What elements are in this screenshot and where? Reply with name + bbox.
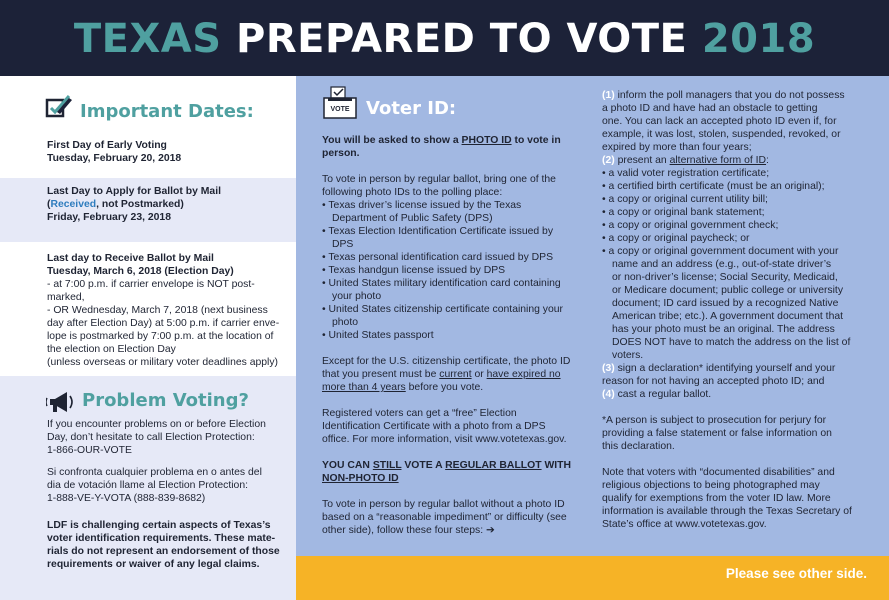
- list-item: • Texas personal identification card issued by DPS: [322, 252, 554, 263]
- problem-en-text: [47, 418, 266, 457]
- title-texas: TEXAS: [73, 16, 222, 62]
- receive-date: Tuesday, March 6, 2018 (Election Day): [47, 266, 234, 277]
- step-text: example, it was lost, stolen, suspended, revoked, or: [602, 129, 841, 140]
- list-item-text: Department of Public Safety (DPS): [332, 213, 493, 224]
- exemption-note-line: qualify for exemptions from the voter ID law. More: [602, 493, 831, 504]
- alternative-id-list: [602, 167, 874, 362]
- ldf-line: rials do not represent an endorsement of those: [47, 546, 280, 557]
- still-regular: REGULAR BALLOT: [445, 460, 542, 471]
- receive-line: - at 7:00 p.m. if carrier envelope is NOT post-: [47, 279, 255, 290]
- step-number: (4): [602, 389, 615, 400]
- apply-label: Last Day to Apply for Ballot by Mail: [47, 186, 221, 197]
- except-line: [322, 368, 584, 381]
- left-column: [0, 76, 296, 600]
- list-item: • a copy or original government check;: [602, 220, 779, 231]
- exemption-note-line: religious objections to being photographed may: [602, 480, 820, 491]
- perjury-note-line: *A person is subject to prosecution for perjury for: [602, 415, 827, 426]
- title-year: 2018: [701, 16, 816, 62]
- except-or: or: [471, 369, 487, 380]
- ldf-disclaimer: [47, 519, 280, 571]
- header-banner: [0, 0, 889, 76]
- problem-voting-block: [0, 376, 296, 600]
- receive-line: marked,: [47, 292, 85, 303]
- list-item: • Texas driver’s license issued by the Texas Department of Public Safety (DPS): [322, 200, 522, 224]
- checkbox-pencil-icon: [45, 94, 73, 127]
- receive-label: Last day to Receive Ballot by Mail: [47, 253, 214, 264]
- title-main: PREPARED TO VOTE: [236, 16, 688, 62]
- step-text: one. You can lack an accepted photo ID even if, for: [602, 116, 837, 127]
- list-item-text: Texas driver’s license issued by the Texas: [328, 200, 522, 211]
- receive-line: (unless overseas or military voter deadlines apply): [47, 357, 279, 368]
- list-intro-line: following photo IDs to the polling place:: [322, 187, 503, 198]
- photo-id-list: [322, 199, 584, 342]
- alternative-id-link-text: alternative form of ID: [669, 155, 767, 166]
- still-nonphoto: NON-PHOTO ID: [322, 473, 399, 484]
- free-id-line: office. For more information, visit www.votetexas.gov.: [322, 434, 567, 445]
- apply-date: Friday, February 23, 2018: [47, 212, 171, 223]
- step-text: :: [766, 155, 769, 166]
- list-item-text: has your photo must be an original. The address: [612, 324, 835, 335]
- still-b: VOTE A: [401, 460, 446, 471]
- steps-intro-line: To vote in person by regular ballot without a photo ID: [322, 499, 565, 510]
- list-item-text: a copy or original government document with your: [608, 246, 839, 257]
- list-item: • a copy or original government document with your name and an address (e.g., out-of-state driver’s or non-driver’s license; Social Security, Medicaid, or Medicare document; public college or university document; ID card issued by a recognized Native American tribe; etc.). A government document that has your photo must be an original. The address DOES NOT have to match the address on the list of voters.: [602, 246, 851, 361]
- exemption-note-line: State’s office at www.votetexas.gov.: [602, 519, 767, 530]
- see-other-side-text: Please see other side.: [725, 566, 867, 581]
- still-a: YOU CAN: [322, 460, 373, 471]
- list-item-text: Texas personal identification card issued by DPS: [328, 252, 554, 263]
- steps-intro-line: other side), follow these four steps: ➔: [322, 525, 495, 536]
- list-item-text: name and an address (e.g., out-of-state driver’s: [612, 259, 832, 270]
- list-item-text: United States military identification card containing: [328, 278, 561, 289]
- except-expired: have expired no: [486, 369, 561, 380]
- receive-line: day after Election Day) at 5:00 p.m. if carrier enve-: [47, 318, 280, 329]
- step-text: cast a regular ballot.: [614, 389, 712, 400]
- still-still: STILL: [372, 460, 402, 471]
- step-text: sign a declaration* identifying yourself and your: [614, 363, 836, 374]
- list-item: • Texas handgun license issued by DPS: [322, 265, 506, 276]
- list-item-text: document; ID card issued by a recognized Native: [612, 298, 839, 309]
- list-item-text: a copy or original current utility bill;: [608, 194, 768, 205]
- step-number: (1): [602, 90, 615, 101]
- early-voting-label: First Day of Early Voting: [47, 140, 167, 151]
- problem-es-line: dia de votación llame al Election Protection:: [47, 480, 248, 491]
- early-voting-block: [0, 136, 296, 176]
- list-intro-line: To vote in person by regular ballot, bring one of the: [322, 174, 556, 185]
- intro-b: to vote in: [511, 135, 561, 146]
- list-item-text: or non-driver’s license; Social Security, Medicaid,: [612, 272, 838, 283]
- step-text: a photo ID and have had an obstacle to getting: [602, 103, 818, 114]
- ldf-line: voter identification requirements. These mate-: [47, 533, 276, 544]
- perjury-note-line: this declaration.: [602, 441, 675, 452]
- problem-en-line: Day, don’t hesitate to call Election Protection:: [47, 432, 255, 443]
- steps-intro-line: based on a “reasonable impediment” or difficulty (see: [322, 512, 567, 523]
- step-4: [602, 388, 874, 401]
- ballot-box-icon: [322, 86, 358, 125]
- list-item: • Texas Election Identification Certificate issued by DPS: [322, 226, 554, 250]
- list-item-text: United States citizenship certificate containing your: [328, 304, 564, 315]
- problem-en-line: If you encounter problems on or before Election: [47, 419, 266, 430]
- exemption-note-line: information is available through the Texas Secretary of: [602, 506, 852, 517]
- except-current: current: [439, 369, 472, 380]
- except-c: before you vote.: [405, 382, 484, 393]
- apply-paren-open: (: [47, 199, 51, 210]
- voter-id-title: Voter ID:: [366, 98, 457, 119]
- except-line: [322, 381, 584, 394]
- ballot-icon-label: VOTE: [330, 106, 350, 113]
- early-voting-date: Tuesday, February 20, 2018: [47, 153, 182, 164]
- step-text: present an: [614, 155, 670, 166]
- voter-id-column: [322, 134, 584, 537]
- list-item: • a valid voter registration certificate;: [602, 168, 770, 179]
- step-1: [602, 89, 874, 102]
- list-item-text: a copy or original government check;: [608, 220, 779, 231]
- list-item-text: Texas Election Identification Certificate issued by: [328, 226, 554, 237]
- step-number: (2): [602, 155, 615, 166]
- perjury-note-line: providing a false statement or false information on: [602, 428, 832, 439]
- step-text: reason for not having an accepted photo ID; and: [602, 376, 825, 387]
- receive-line: the election on Election Day: [47, 344, 176, 355]
- list-item: • United States passport: [322, 330, 434, 341]
- problem-voting-title: Problem Voting?: [82, 390, 249, 411]
- free-id-line: Registered voters can get a “free” Election: [322, 408, 517, 419]
- still-vote-heading: [322, 459, 584, 472]
- list-item-text: a certified birth certificate (must be an original);: [608, 181, 825, 192]
- list-item-text: DOES NOT have to match the address on the list of: [612, 337, 851, 348]
- ldf-line: requirements or waiver of any legal claims.: [47, 559, 260, 570]
- page-title: [0, 0, 889, 78]
- ldf-line: LDF is challenging certain aspects of Texas’s: [47, 520, 271, 531]
- footer-bar: [296, 556, 889, 600]
- list-item: • a certified birth certificate (must be an original);: [602, 181, 825, 192]
- free-id-line: Identification Certificate with a photo from a DPS: [322, 421, 546, 432]
- except-line: Except for the U.S. citizenship certificate, the photo ID: [322, 356, 571, 367]
- problem-es-text: [47, 466, 262, 505]
- list-item: • United States citizenship certificate containing your photo: [322, 304, 564, 328]
- still-c: WITH: [541, 460, 572, 471]
- photo-id-intro: [322, 134, 584, 147]
- election-protection-phone-es: 1-888-VE-Y-VOTA (888-839-8682): [47, 493, 206, 504]
- important-dates-title: Important Dates:: [80, 101, 254, 122]
- intro-a: You will be asked to show a: [322, 135, 462, 146]
- list-item-text: United States passport: [328, 330, 434, 341]
- list-item: • United States military identification card containing your photo: [322, 278, 561, 302]
- list-item: • a copy or original paycheck; or: [602, 233, 750, 244]
- list-item-text: Texas handgun license issued by DPS: [328, 265, 506, 276]
- list-item-text: or Medicare document; public college or university: [612, 285, 844, 296]
- intro-c: person.: [322, 148, 360, 159]
- receive-line: - OR Wednesday, March 7, 2018 (next business: [47, 305, 268, 316]
- steps-column: [602, 89, 874, 531]
- list-item-text: photo: [332, 317, 359, 328]
- except-expired: more than 4 years: [322, 382, 406, 393]
- list-item: • a copy or original bank statement;: [602, 207, 765, 218]
- list-item-text: American tribe; etc.). A government document that: [612, 311, 844, 322]
- list-item-text: DPS: [332, 239, 354, 250]
- step-text: inform the poll managers that you do not possess: [614, 90, 845, 101]
- except-b: that you present must be: [322, 369, 440, 380]
- problem-es-line: Si confronta cualquier problema en o antes del: [47, 467, 262, 478]
- list-item-text: a copy or original bank statement;: [608, 207, 765, 218]
- list-item-text: a copy or original paycheck; or: [608, 233, 750, 244]
- apply-paren-rest: , not Postmarked): [96, 199, 184, 210]
- megaphone-icon: [46, 390, 76, 418]
- step-2: [602, 154, 874, 167]
- step-3: [602, 362, 874, 375]
- step-number: (3): [602, 363, 615, 374]
- list-item-text: your photo: [332, 291, 382, 302]
- list-item-text: a valid voter registration certificate;: [608, 168, 770, 179]
- list-item: • a copy or original current utility bill;: [602, 194, 768, 205]
- apply-received: Received: [50, 199, 97, 210]
- receive-ballot-block: [0, 248, 296, 374]
- election-protection-phone: 1-866-OUR-VOTE: [47, 445, 132, 456]
- apply-ballot-block: [0, 178, 296, 242]
- voter-id-panel: [296, 76, 889, 556]
- intro-photo-id: PHOTO ID: [461, 135, 512, 146]
- receive-line: lope is postmarked by 7:00 p.m. at the location of: [47, 331, 274, 342]
- step-text: expired by more than four years;: [602, 142, 752, 153]
- apply-note: [47, 198, 286, 211]
- exemption-note-line: Note that voters with “documented disabilities” and: [602, 467, 835, 478]
- list-item-text: voters.: [612, 350, 644, 361]
